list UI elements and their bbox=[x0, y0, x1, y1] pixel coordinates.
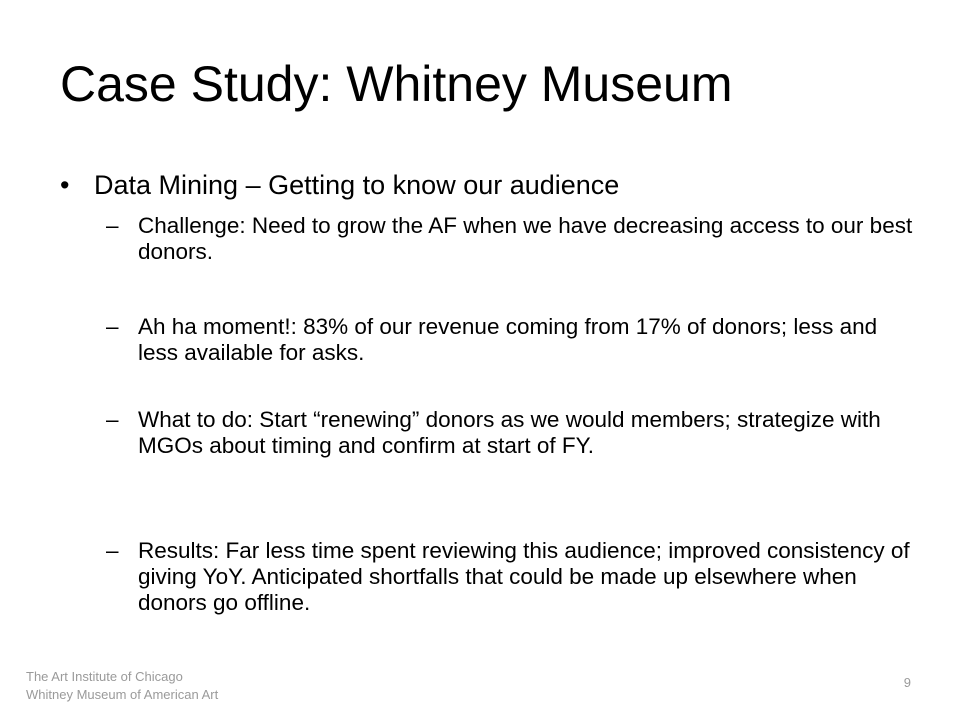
bullet-marker: • bbox=[60, 170, 70, 200]
main-bullet-text: Data Mining – Getting to know our audience bbox=[94, 170, 620, 200]
sub-bullet-marker: – bbox=[106, 407, 119, 432]
sub-bullet-text: Results: Far less time spent reviewing this audience; improved consistency of giving YoY. Anticipated shortfalls that could be made up elsewhere when donors go offline. bbox=[138, 538, 910, 615]
footer-line-museum: Whitney Museum of American Art bbox=[26, 687, 219, 702]
sub-bullet-marker: – bbox=[106, 213, 119, 238]
sub-bullet-marker: – bbox=[106, 314, 119, 339]
sub-bullet-text: What to do: Start “renewing” donors as we would members; strategize with MGOs about timing and confirm at start of FY. bbox=[138, 407, 881, 458]
sub-bullet-text: Challenge: Need to grow the AF when we have decreasing access to our best donors. bbox=[138, 213, 913, 264]
footer-line-institute: The Art Institute of Chicago bbox=[26, 669, 183, 684]
slide-title: Case Study: Whitney Museum bbox=[60, 56, 733, 112]
sub-bullet-text: Ah ha moment!: 83% of our revenue coming from 17% of donors; less and less available for asks. bbox=[138, 314, 878, 365]
sub-bullet-marker: – bbox=[106, 538, 119, 563]
page-number: 9 bbox=[903, 675, 911, 690]
footer bbox=[26, 668, 218, 704]
